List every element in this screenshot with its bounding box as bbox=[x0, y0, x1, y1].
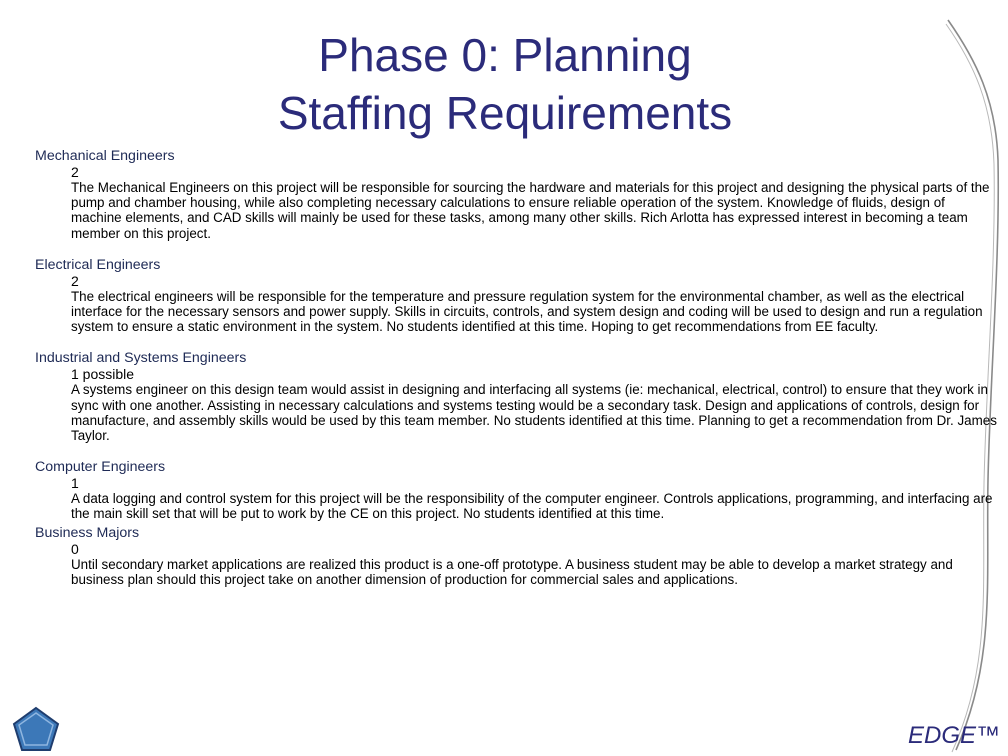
section-heading: Computer Engineers bbox=[35, 459, 166, 476]
trademark-mark: ™ bbox=[976, 722, 1000, 749]
section-description: Until secondary market applications are realized this product is a one-off prototype. A business student may be able to develop a market strategy and business plan should this project take on another dimension of production for commercial sales and applications. bbox=[71, 556, 953, 587]
section-count: 2 bbox=[71, 164, 79, 180]
section-heading: Industrial and Systems Engineers bbox=[35, 350, 247, 367]
section-mechanical-engineers bbox=[35, 148, 997, 241]
title-line-2: Staffing Requirements bbox=[277, 87, 733, 139]
edge-logo bbox=[908, 722, 1000, 750]
section-business-majors bbox=[35, 525, 997, 587]
section-heading: Electrical Engineers bbox=[35, 256, 161, 273]
staffing-list bbox=[35, 148, 997, 603]
section-count: 0 bbox=[71, 540, 79, 557]
section-description: The Mechanical Engineers on this project will be responsible for sourcing the hardware and materials for this project and designing the physical parts of the pump and chamber housing, while also completing necessary calculations to ensure reliable operation of the system. Knowledge of fluids, design of machine elements, and CAD skills will mainly be used for these tasks, among many other skills. Rich Arlotta has expressed interest in becoming a team member on this project. bbox=[71, 180, 990, 241]
section-industrial-systems-engineers bbox=[35, 350, 997, 443]
pentagon-icon bbox=[12, 706, 60, 752]
section-count: 2 bbox=[71, 272, 79, 289]
section-computer-engineers bbox=[35, 459, 997, 521]
edge-logo-text: EDGE bbox=[907, 722, 976, 749]
section-heading: Business Majors bbox=[35, 524, 140, 541]
section-heading: Mechanical Engineers bbox=[35, 148, 175, 164]
section-description: A data logging and control system for this project will be the responsibility of the computer engineer. Controls applications, programming, and interfacing are the main skill set that will be put to work by the CE on this project. No students identified at this time. bbox=[71, 491, 993, 522]
section-description: A systems engineer on this design team would assist in designing and interfacing all systems (ie: mechanical, electrical, control) to ensure that they work in sync with one another. Assisting in necessary calculations and systems testing would be a secondary task. Design and applications of controls, design for manufacture, and assembly skills would be used by this team member. No students identified at this time. Planning to get a recommendation from Dr. James Taylor. bbox=[71, 382, 997, 444]
slide-title bbox=[160, 26, 850, 142]
section-count: 1 bbox=[71, 475, 79, 492]
section-electrical-engineers bbox=[35, 257, 997, 335]
section-description: The electrical engineers will be responsible for the temperature and pressure regulation system for the environmental chamber, as well as the electrical interface for the necessary sensors and power supply. Skills in circuits, controls, and system design and coding will be used to design and run a regulation system to ensure a static environment in the system. No students identified at this time. Hoping to get recommendations from EE faculty. bbox=[71, 288, 983, 335]
title-line-1: Phase 0: Planning bbox=[318, 29, 692, 81]
section-count: 1 possible bbox=[71, 366, 135, 383]
